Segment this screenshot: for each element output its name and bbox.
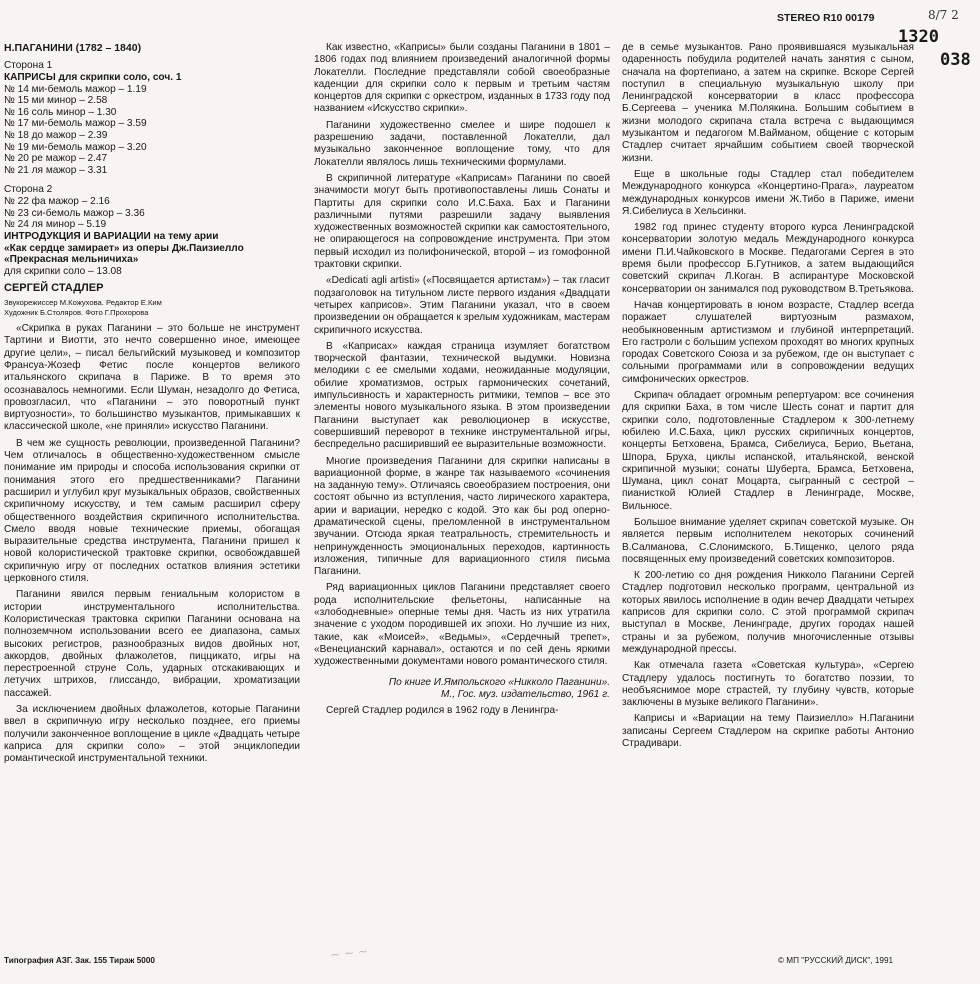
work-2-duration: для скрипки соло – 13.08	[4, 266, 122, 278]
side-1-title: Сторона 1	[4, 60, 53, 72]
track-item: № 15 ми минор – 2.58	[4, 95, 108, 107]
paragraph: Большое внимание уделяет скрипач советской музыке. Он является первым исполнителем некоторых сочинений В.Салманова, С.Слонимского, Б.Тищенко, целого ряда посвященных ему произведений советских композиторов.	[622, 516, 914, 565]
track-item: № 22 фа мажор – 2.16	[4, 196, 110, 208]
column-2	[314, 42, 610, 721]
credits-line: Звукорежиссер М.Кожухова. Редактор Е.Ким	[4, 298, 162, 308]
paragraph: К 200-летию со дня рождения Никколо Паганини Сергей Стадлер подготовил несколько программ, центральной из которых явилось исполнение в один вечер Двадцати четырех каприсов для скрипки соло. С этой программой скрипач выступал в Москве, Ленинграде, других городах нашей страны и за рубежом, получив многочисленные отзывы международной прессы.	[622, 570, 914, 655]
paragraph: Паганини явился первым гениальным колористом в истории инструментального исполнительства. Колористическая трактовка скрипки Паганини основана на полноземчном использовании всего ее диапазона, самых высоких регистров, разнообразных видов двойных нот, аккордов, двойных флажолетов, пиццикато, игры на перестроенной струне Соль, ударных отскакивающих и летучих штрихов, глиссандо, вибрации, хроматизации пассажей.	[4, 589, 300, 699]
side-2-title: Сторона 2	[4, 184, 53, 196]
paragraph: Ряд вариационных циклов Паганини представляет своего рода исполнительские фельетоны, написанные на «злободневные» оперные темы дня. Часть из них утратила значение с уходом породившей их эпохи. Но лучшие из них, такие, как «Моисей», «Ведьмы», «Сердечный трепет», «Венецианский карнавал», остаются и по сей день яркими художественными документами нового романтического стиля.	[314, 582, 610, 668]
catalog-number: STEREO R10 00179	[777, 12, 875, 24]
paragraph: Каприсы и «Вариации на тему Паизиелло» Н.Паганини записаны Сергеем Стадлером на скрипке работы Антонио Страдивари.	[622, 713, 914, 750]
track-item: № 19 ми-бемоль мажор – 3.20	[4, 141, 147, 153]
paragraph: Как отмечала газета «Советская культура», «Сергею Стадлеру удалось постигнуть то богатство поэзии, то необъяснимое море страстей, ту глубину чувств, которые заключены в музыке великого Паганини».	[622, 660, 914, 709]
track-item: № 20 ре мажор – 2.47	[4, 153, 108, 165]
track-item: № 18 до мажор – 2.39	[4, 130, 108, 142]
paragraph: Многие произведения Паганини для скрипки написаны в вариационной форме, в жанре так называемого «сочинения на заданную тему». Отличаясь своеобразием построения, они состоят обычно из вступления, часто лирического характера, арии и вариации, нередко с кодой. Это как бы род оперно-драматической сцены, преломленной в инструментальном звучании. Отсюда яркая театральность, стремительность и непринужденность эмоциональных переходов, картинность изложения, типичные для вариационного стиля письма Паганини.	[314, 455, 610, 578]
credits	[4, 298, 300, 317]
work-2-title: «Как сердце замирает» из оперы Дж.Паизиелло	[4, 242, 244, 254]
paragraph: «Скрипка в руках Паганини – это больше не инструмент Тартини и Виотти, это нечто совершенно иное, имеющее другие цели», – писал бельгийский музыковед и композитор Франсуа-Жозеф Фетис после концертов великого итальянского скрипача в Париже. В то время это осознавалось немногими. Если Шуман, незадолго до Фетиса, провозгласил, что «Паганини – это поворотный пункт виртуозности», то большинство музыкантов, примыкавших к классической школе, «не приняли» искусство Паганини.	[4, 323, 300, 433]
paragraph: 1982 год принес студенту второго курса Ленинградской консерватории золотую медаль Международного конкурса имени П.И.Чайковского в Москве. Педагогами Сергея в это время были профессор Б.Гутников, а затем выдающийся советский скрипач Л.Коган. В аспирантуре Московской консерватории он занимался под руководством В.Третьякова.	[622, 222, 914, 295]
track-item: № 21 ля мажор – 3.31	[4, 164, 108, 176]
paragraph: Еще в школьные годы Стадлер стал победителем Международного конкурса «Концертино-Прага», лауреатом международных конкурсов имени Ж.Тибо в Париже, имени Я.Сибелиуса в Хельсинки.	[622, 168, 914, 217]
track-item: № 17 ми-бемоль мажор – 3.59	[4, 118, 147, 130]
paragraph: Скрипач обладает огромным репертуаром: все сочинения для скрипки Баха, в том числе Шесть сонат и партит для скрипки соло, подготовленные Стадлером к 300-летнему юбилею И.С.Баха, цикл русских скрипичных концертов, концерты Бетховена, Брамса, Сибелиуса, Берио, Вьетана, Шпора, Бруха, циклы испанской, итальянской, венской скрипичной музыки; сонаты Шуберта, Брамса, Бетховена, Шумана, цикл сонат Моцарта, сыгранный с сестрой – пианисткой Юлией Стадлер в Ленинграде, Москве, Вильнюсе.	[622, 390, 914, 512]
paragraph: Как известно, «Каприсы» были созданы Паганини в 1801 – 1806 годах под влиянием произведений аналогичной формы Локателли. Последние представляли собой своеобразные каденции для скрипки соло к первым и третьим частям концертов для скрипки с оркестром, изданных в 1733 году под названием «Искусство скрипки».	[314, 42, 610, 115]
performer-name: СЕРГЕЙ СТАДЛЕР	[4, 281, 104, 294]
credits-line: Художник Б.Столяров. Фото Г.Прохорова	[4, 307, 149, 317]
print-info: Типография АЗГ. Зак. 155 Тираж 5000	[4, 956, 155, 965]
column-1	[4, 42, 300, 769]
paragraph: Сергей Стадлер родился в 1962 году в Ленингра-	[326, 705, 559, 717]
copyright: © МП "РУССКИЙ ДИСК", 1991	[778, 956, 894, 965]
track-item: № 23 си-бемоль мажор – 3.36	[4, 207, 145, 219]
work-1-title: КАПРИСЫ для скрипки соло, соч. 1	[4, 71, 182, 83]
paragraph: Начав концертировать в юном возрасте, Стадлер всегда поражает слушателей виртуозным размахом, необыкновенным артистизмом и глубиной интерпретаций. Его гастроли с большим успехом проходят во многих крупных городах Советского Союза и за рубежом, где он выступает с сольными программами или в сопровождении ведущих симфонических оркестров.	[622, 299, 914, 385]
stamp-number-2: 038	[940, 50, 971, 70]
source-line: М., Гос. муз. издательство, 1961 г.	[440, 688, 610, 700]
track-item: № 16 соль минор – 1.30	[4, 106, 117, 118]
pencil-scribble: ~ ~ ~	[329, 944, 369, 962]
paragraph: В «Каприсах» каждая страница изумляет богатством творческой фантазии, технической выдумки. Новизна мелодики с ее смелыми ходами, неожиданные модуляции, обилие хроматизмов, острых гармонических сочетаний, импульсивность и характерность ритмики, темпов – все это элементы нового музыкального языка. В этом произведении Паганини выступает как революционер в искусстве, совершивший переворот в технике инструментальной игры, беспредельно расширивший ее выразительные возможности.	[314, 340, 610, 451]
track-item: № 14 ми-бемоль мажор – 1.19	[4, 83, 147, 95]
work-2-title: «Прекрасная мельничиха»	[4, 254, 139, 266]
track-item: № 24 ля минор – 5.19	[4, 219, 107, 231]
handwritten-note: 8/7 2	[928, 8, 959, 22]
paragraph: В чем же сущность революции, произведенной Паганини? Чем отличалось в общественно-художественном смысле понимание им природы и способа использования скрипки от понимания этого его предшественниками? Паганини расширил и углубил круг музыкальных образов, свойственных скрипичному искусству, и тем самым расширил сферу общественного воздействия скрипичного исполнительства. Смело вводя новые технические приемы, обогащая выразительные средства инструмента, Паганини пришел к новой колористической трактовке скрипки, освобождавшей скрипичную игру от последних остатков влияния эстетики церковного стиля.	[4, 437, 300, 585]
paragraph: «Dedicati agli artisti» («Посвящается артистам») – так гласит подзаголовок на титульном листе первого издания «Двадцати четырех каприсов». Этим Паганини указал, что в своем произведении он обращается к зрелым художникам, мастерам скрипичного искусства.	[314, 275, 610, 336]
paragraph: де в семье музыкантов. Рано проявившаяся музыкальная одаренность побудила родителей начать занятия с сыном, сначала на фортепиано, а затем на скрипке. Вскоре Сергей поступил в специальную музыкальную школу при Ленинградской консерватории в класс профессора Б.Сергеева – ученика М.Полякина. Большим событием в жизни молодого скрипача стала встреча с выдающимся музыкантом и педагогом М.Вайманом, общение с которым Стадлер считает ярчайшим событием своей творческой жизни.	[622, 42, 914, 164]
paragraph: В скрипичной литературе «Каприсам» Паганини по своей значимости могут быть противопоставлены лишь Сонаты и Партиты для скрипки соло И.С.Баха. Бах и Паганини различными путями разрешили задачу выявления художественных возможностей скрипки как самостоятельного, не опирающегося на сопровождение инструмента. При этом первый исходил из полифонической, второй – из гомофонной трактовки скрипки.	[314, 172, 610, 271]
stamp-number-1: 1320	[898, 27, 939, 47]
source-citation	[314, 677, 610, 702]
source-line: По книге И.Ямпольского «Никколо Паганини».	[388, 676, 610, 688]
work-2-title: ИНТРОДУКЦИЯ И ВАРИАЦИИ на тему арии	[4, 230, 219, 242]
column-3	[622, 42, 914, 754]
composer-heading: Н.ПАГАНИНИ (1782 – 1840)	[4, 42, 142, 54]
paragraph: Паганини художественно смелее и шире подошел к разрешению задачи, поставленной Локателли, дал музыкально законченное воплощение тому, что для Локателли являлось лишь техническими формулами.	[314, 119, 610, 168]
paragraph: За исключением двойных флажолетов, которые Паганини ввел в скрипичную игру несколько позднее, его приемы получили законченное воплощение в цикле «Двадцать четыре каприса для скрипки соло» – этой энциклопедии романтической инструментальной техники.	[4, 704, 300, 765]
